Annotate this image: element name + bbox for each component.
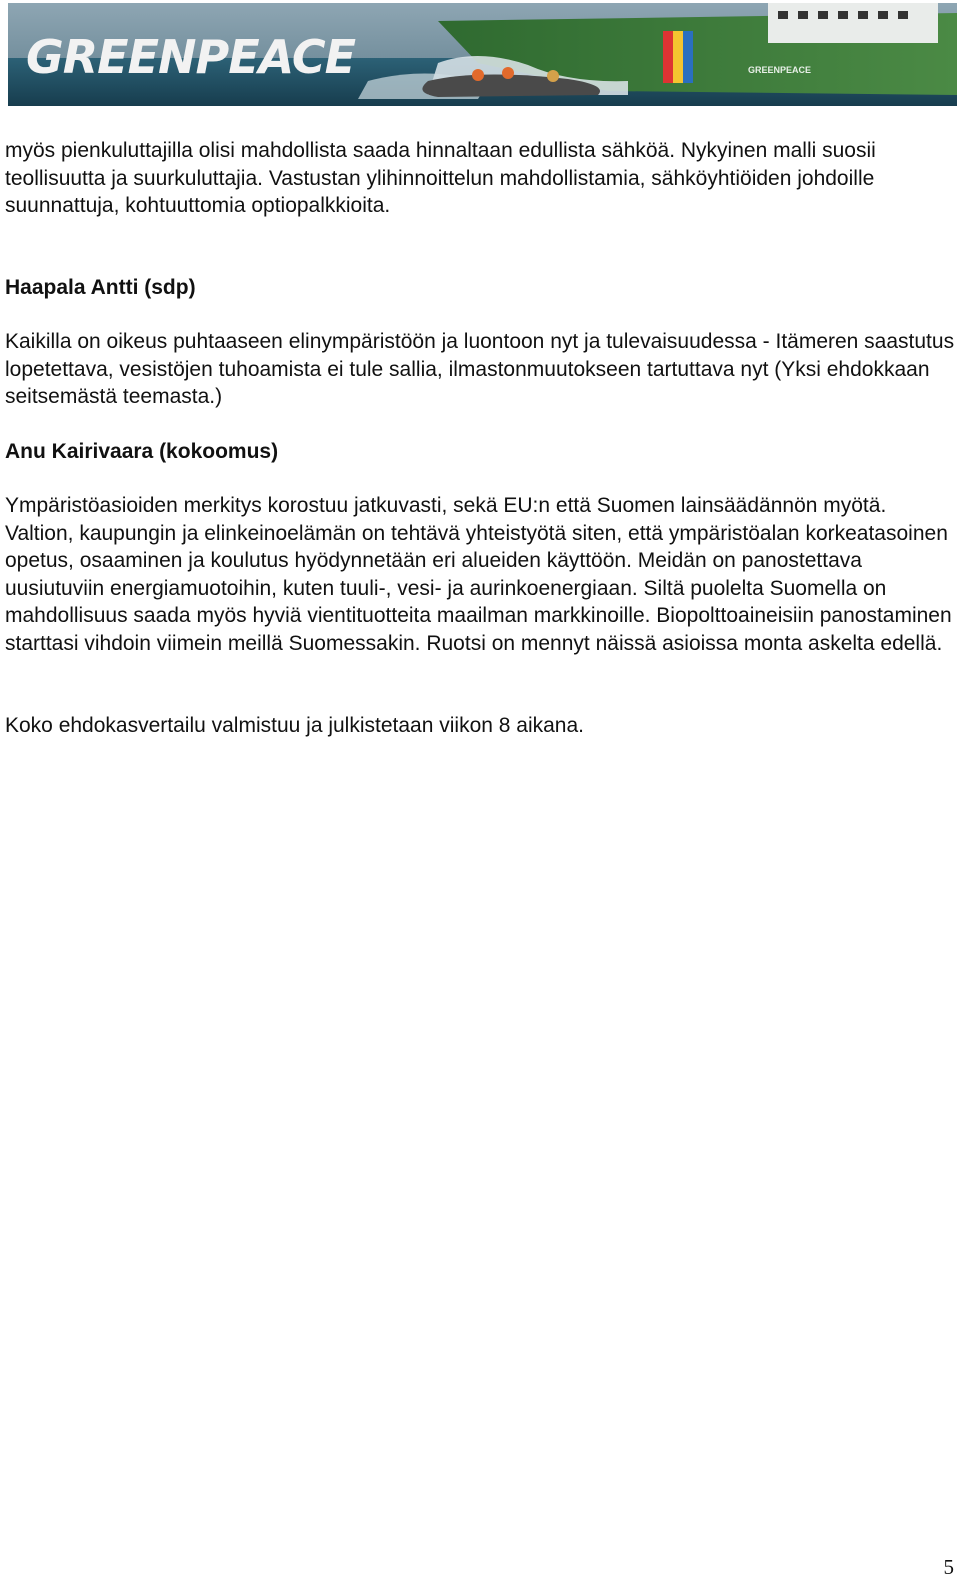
greenpeace-logo: GREENPEACE <box>26 30 356 84</box>
candidate-haapala-heading: Haapala Antti (sdp) <box>5 275 196 299</box>
candidate-kairivaara-heading: Anu Kairivaara (kokoomus) <box>5 439 279 463</box>
document-body <box>5 137 955 740</box>
candidate-kairivaara-text: Ympäristöasioiden merkitys korostuu jatkuvasti, sekä EU:n että Suomen lainsäädännön myötä. Valtion, kaupungin ja elinkeinoelämän on tehtävä yhteistyötä siten, että ympäristöalan korkeatasoinen opetus, osaaminen ja koulutus hyödynnetään eri alueiden käyttöön. Meidän on panostettava uusiutuviin energiamuotoihin, kuten tuuli-, vesi- ja aurinkoenergiaan. Siltä puolelta Suomella on mahdollisuus saada myös hyviä vientituotteita maailman markkinoille. Biopolttoaineisiin panostaminen starttasi vihdoin viimein meillä Suomessakin. Ruotsi on mennyt näissä asioissa monta askelta edellä. <box>5 494 952 655</box>
greenpeace-banner <box>8 3 957 106</box>
candidate-haapala-text: Kaikilla on oikeus puhtaaseen elinympäristöön ja luontoon nyt ja tulevaisuudessa - Itämeren saastutus lopetettava, vesistöjen tuhoamista ei tule sallia, ilmastonmuutokseen tartuttava nyt (Yksi ehdokkaan seitsemästä teemasta.) <box>5 330 955 408</box>
banner-photo <box>8 3 957 106</box>
page-number: 5 <box>943 1555 954 1579</box>
intro-paragraph: myös pienkuluttajilla olisi mahdollista saada hinnaltaan edullista sähköä. Nykyinen malli suosii teollisuutta ja suurkuluttajia. Vastustan ylihinnoittelun mahdollistamia, sähköyhtiöiden johdoille suunnattuja, kohtuuttomia optiopalkkioita. <box>5 139 876 217</box>
ship-name-text: GREENPEACE <box>748 65 812 75</box>
ship-superstructure <box>768 3 938 43</box>
closing-paragraph: Koko ehdokasvertailu valmistuu ja julkistetaan viikon 8 aikana. <box>5 714 584 737</box>
